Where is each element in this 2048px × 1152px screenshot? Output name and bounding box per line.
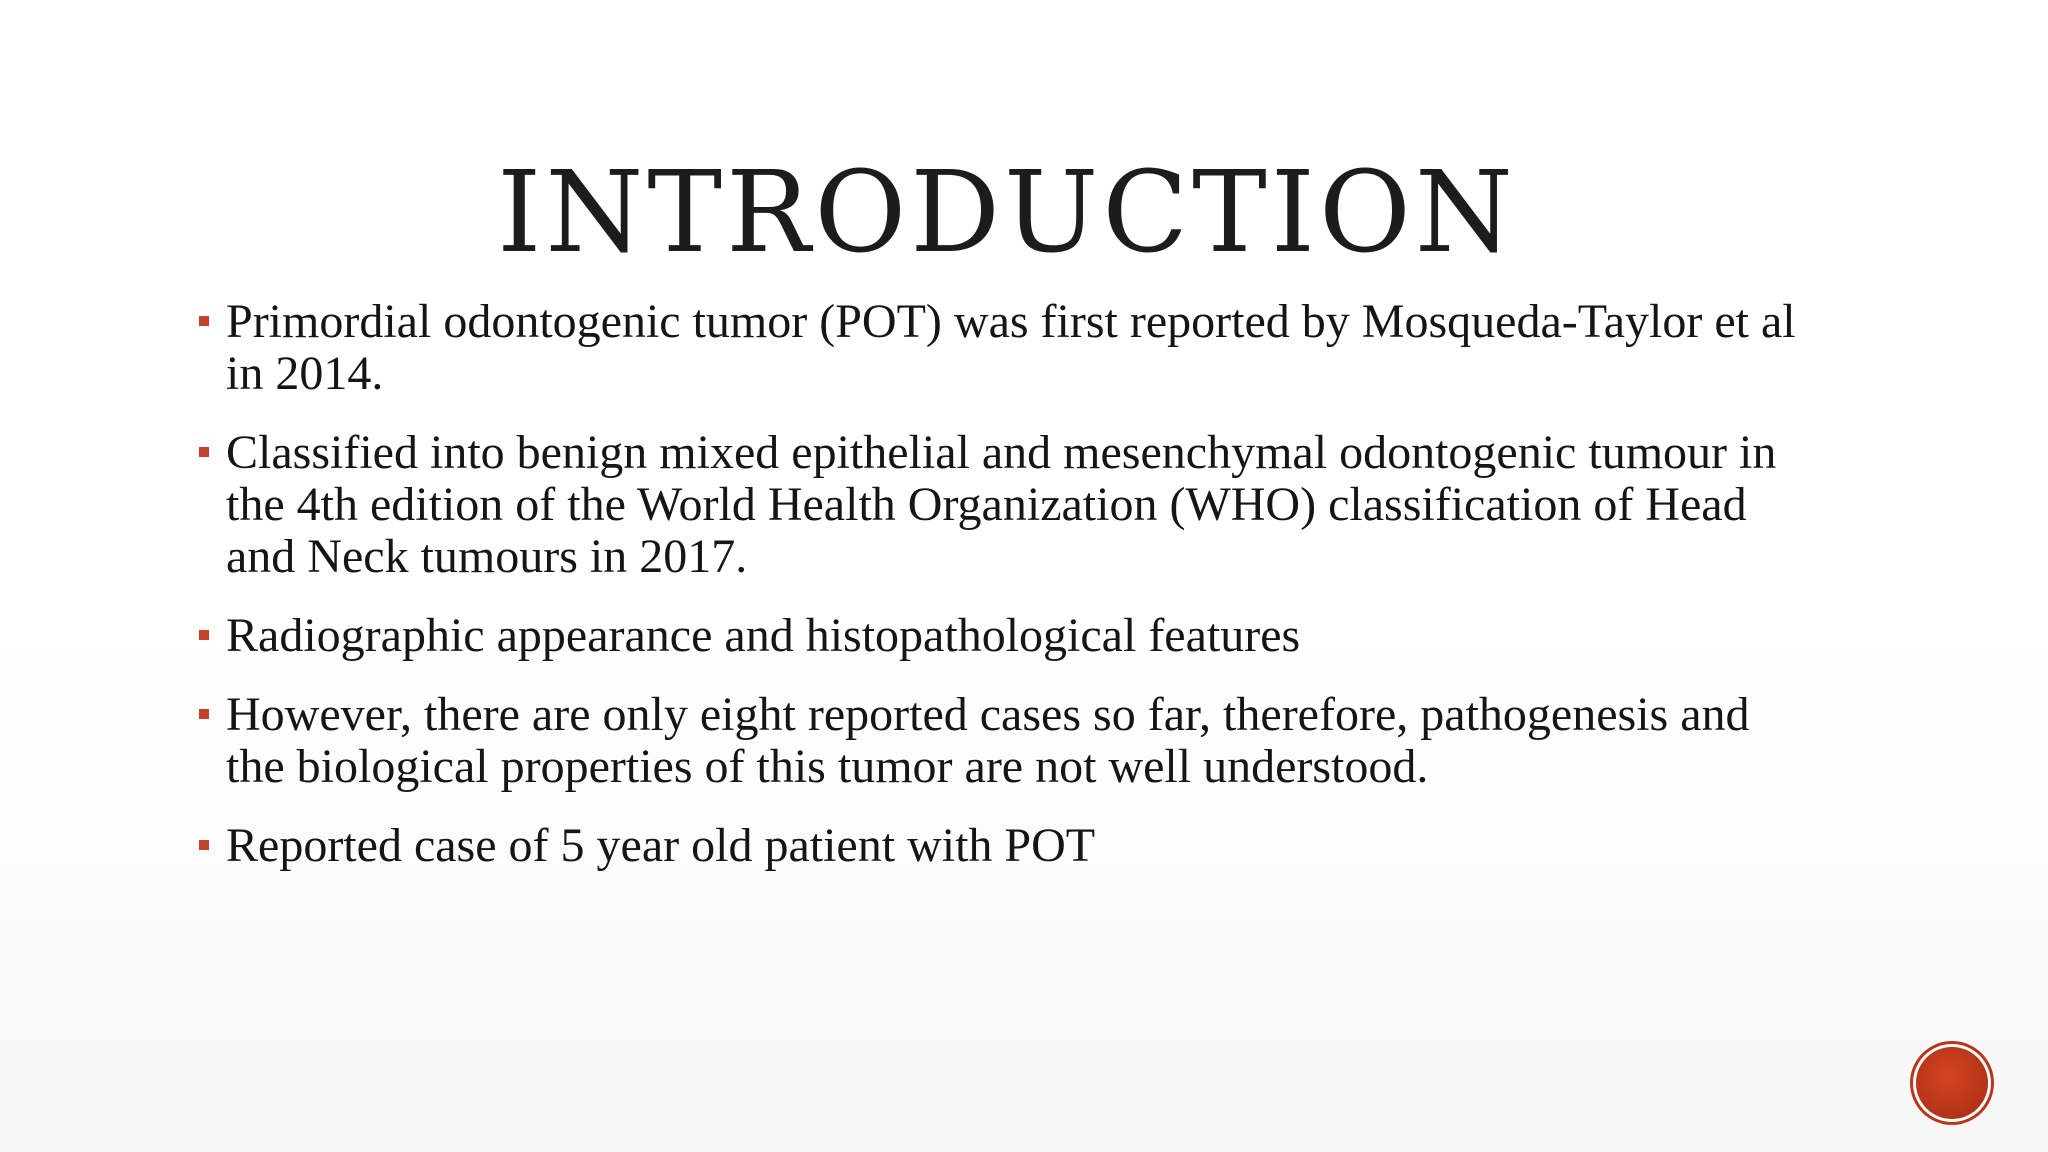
square-bullet-icon xyxy=(199,447,209,457)
bullet-item xyxy=(196,610,1816,662)
bullet-text: Radiographic appearance and histopathological features xyxy=(226,609,1301,662)
bullet-item xyxy=(196,820,1816,872)
square-bullet-icon xyxy=(199,630,209,640)
bullet-item xyxy=(196,427,1816,583)
bullet-text: Reported case of 5 year old patient with POT xyxy=(226,819,1096,872)
square-bullet-icon xyxy=(199,840,209,850)
bullet-list xyxy=(196,296,1816,899)
slide-nav-button[interactable] xyxy=(1916,1047,1988,1119)
slide-title: INTRODUCTION xyxy=(497,148,1517,278)
bullet-text: Primordial odontogenic tumor (POT) was first reported by Mosqueda-Taylor et al in 2014. xyxy=(226,295,1796,400)
bullet-text: However, there are only eight reported cases so far, therefore, pathogenesis and the biological properties of this tumor are not well understood. xyxy=(226,688,1750,793)
square-bullet-icon xyxy=(199,709,209,719)
bullet-item xyxy=(196,689,1816,793)
square-bullet-icon xyxy=(199,316,209,326)
bullet-text: Classified into benign mixed epithelial and mesenchymal odontogenic tumour in the 4th edition of the World Health Organization (WHO) classification of Head and Neck tumours in 2017. xyxy=(226,426,1777,583)
bullet-item xyxy=(196,296,1816,400)
